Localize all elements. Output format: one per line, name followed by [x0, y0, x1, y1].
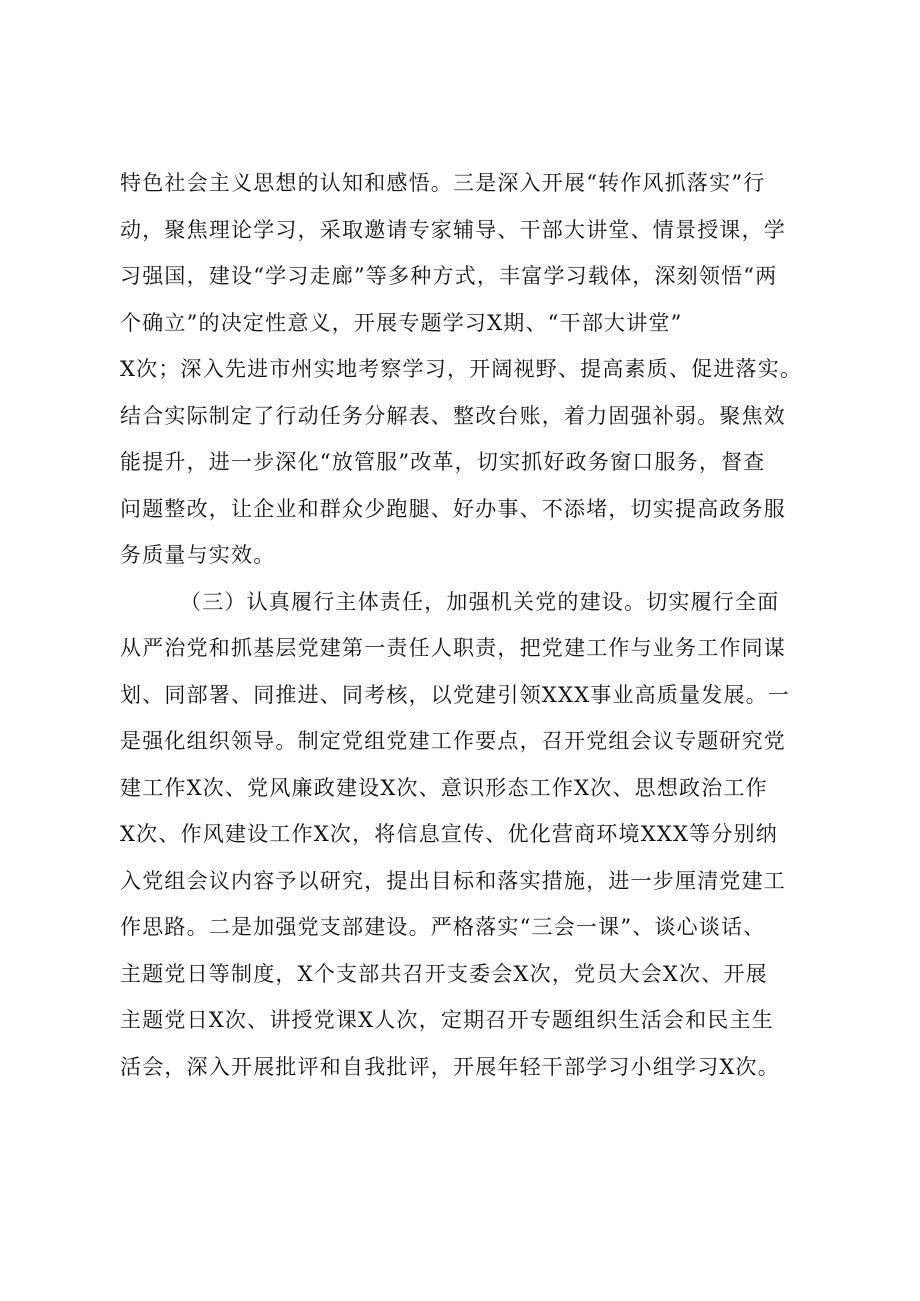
text-line: 划、同部署、同推进、同考核，以党建引领XXX事业高质量发展。一: [120, 682, 791, 707]
text-line: X次；深入先进市州实地考察学习，开阔视野、提高素质、促进落实。: [120, 357, 803, 381]
text-line: 动，聚焦理论学习，采取邀请专家辅导、干部大讲堂、情景授课，学: [120, 217, 786, 242]
text-line: 务质量与实效。: [120, 543, 276, 567]
text-line: 活会，深入开展批评和自我批评，开展年轻干部学习小组学习X次。: [120, 1054, 780, 1079]
text-line: 能提升，进一步深化“放管服”改革，切实抓好政务窗口服务，督查: [120, 450, 766, 474]
text-line: 作思路。二是加强党支部建设。严格落实“三会一课”、谈心谈话、: [120, 915, 766, 939]
text-line: 特色社会主义思想的认知和感悟。三是深入开展“转作风抓落实”行: [120, 171, 766, 195]
text-line: 从严治党和抓基层党建第一责任人职责，把党建工作与业务工作同谋: [120, 636, 786, 660]
text-line: 是强化组织领导。制定党组党建工作要点，召开党组会议专题研究党: [120, 729, 786, 753]
body-text: [120, 160, 840, 1090]
text-line: 问题整改，让企业和群众少跑腿、好办事、不添堵，切实提高政务服: [120, 496, 786, 521]
text-line: X次、作风建设工作X次，将信息宣传、优化营商环境XXX等分别纳: [120, 822, 778, 846]
text-line: 结合实际制定了行动任务分解表、整改台账，着力固强补弱。聚焦效: [120, 403, 786, 428]
text-line: 习强国，建设“学习走廊”等多种方式，丰富学习载体，深刻领悟“两: [120, 264, 778, 288]
text-line: 入党组会议内容予以研究，提出目标和落实措施，进一步厘清党建工: [120, 868, 786, 893]
section-heading-line: （三）认真履行主体责任，加强机关党的建设。切实履行全面: [180, 589, 780, 614]
text-line: 建工作X次、党风廉政建设X次、意识形态工作X次、思想政治工作: [120, 775, 768, 800]
text-line: 主题党日X次、讲授党课X人次，定期召开专题组织生活会和民主生: [120, 1008, 774, 1032]
text-line: 个确立”的决定性意义，开展专题学习X期、“干部大讲堂”: [120, 310, 683, 335]
text-line: 主题党日等制度，X个支部共召开支委会X次，党员大会X次、开展: [120, 961, 768, 986]
